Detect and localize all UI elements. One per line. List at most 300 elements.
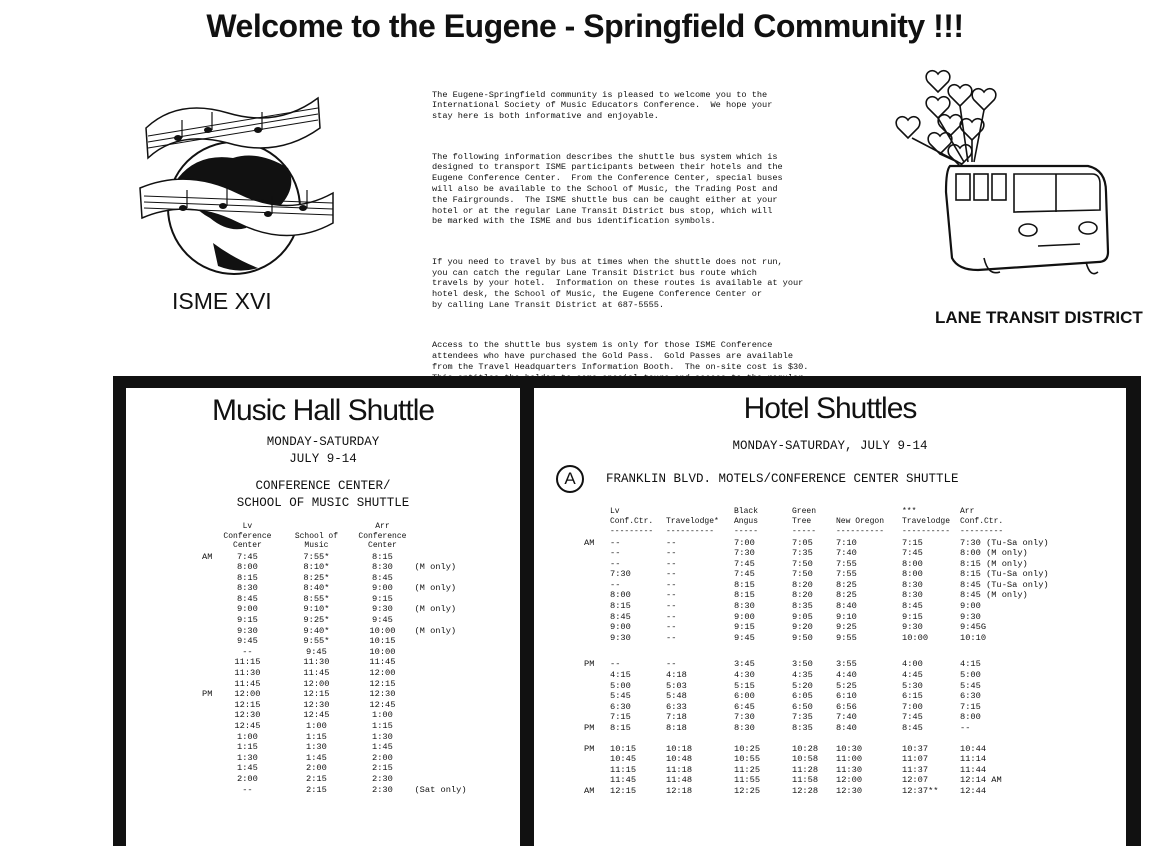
table-cell: 1:45 bbox=[237, 763, 258, 774]
table-cell bbox=[202, 604, 212, 615]
table-cell: 1:30 bbox=[306, 742, 327, 753]
table-cell bbox=[584, 765, 610, 776]
table-cell: 9:10* bbox=[303, 604, 330, 615]
table-cell: 7:45 bbox=[734, 558, 755, 569]
table-cell bbox=[414, 552, 484, 563]
table-cell: 2:00 bbox=[306, 763, 327, 774]
table-cell: 12:45 bbox=[369, 699, 396, 710]
table-cell: 9:00 bbox=[610, 622, 631, 633]
table-row bbox=[584, 691, 1070, 702]
table-cell: 5:20 bbox=[792, 680, 813, 691]
table-cell: 12:30 bbox=[836, 785, 863, 796]
table-cell: 7:00 bbox=[734, 537, 755, 548]
table-cell: 9:15 bbox=[902, 611, 923, 622]
table-cell: 7:50 bbox=[792, 558, 813, 569]
table-cell: 1:45 bbox=[306, 752, 327, 763]
table-cell: 4:00 bbox=[902, 659, 923, 670]
column-header: New Oregon bbox=[836, 516, 885, 526]
table-cell bbox=[414, 710, 484, 721]
table-cell: 8:40* bbox=[303, 583, 330, 594]
table-cell: (M only) bbox=[414, 625, 457, 636]
table-cell: 10:25 bbox=[734, 743, 761, 754]
column-underline: ---------- bbox=[836, 527, 885, 536]
table-cell: 7:15 bbox=[960, 701, 981, 712]
table-cell: 2:15 bbox=[306, 773, 327, 784]
table-cell: 5:15 bbox=[734, 680, 755, 691]
table-cell: 6:45 bbox=[734, 701, 755, 712]
table-cell: 10:37 bbox=[902, 743, 929, 754]
table-cell: 1:00 bbox=[372, 710, 393, 721]
table-cell: 12:45 bbox=[303, 710, 330, 721]
table-cell: 8:15 bbox=[610, 723, 631, 733]
table-row bbox=[584, 723, 1070, 734]
table-cell: 12:15 bbox=[610, 785, 637, 796]
column-header: Arr Conference Center bbox=[358, 522, 407, 550]
table-cell: 9:05 bbox=[792, 611, 813, 622]
bus-hearts-logo bbox=[888, 62, 1118, 282]
table-cell: 11:55 bbox=[734, 775, 761, 786]
table-row bbox=[584, 754, 1070, 765]
table-row bbox=[202, 774, 484, 785]
table-cell: 8:15 (Tu-Sa only) bbox=[960, 569, 1049, 580]
table-row bbox=[584, 775, 1070, 786]
table-cell: 8:55* bbox=[303, 593, 330, 604]
table-row bbox=[584, 580, 1070, 591]
table-cell bbox=[414, 763, 484, 774]
table-cell: 9:45 bbox=[372, 615, 393, 626]
table-cell: 10:48 bbox=[666, 754, 693, 765]
table-row bbox=[202, 647, 484, 658]
table-cell: 11:14 bbox=[960, 754, 987, 765]
table-cell: 9:45 bbox=[734, 632, 755, 643]
table-cell: 8:35 bbox=[792, 601, 813, 612]
table-cell: 8:00 bbox=[902, 569, 923, 580]
table-cell: 1:00 bbox=[306, 721, 327, 731]
table-cell: -- bbox=[666, 659, 677, 670]
table-cell: 9:55* bbox=[303, 636, 330, 647]
table-row bbox=[202, 583, 484, 594]
table-cell bbox=[202, 700, 212, 711]
table-cell: 1:15 bbox=[306, 731, 327, 742]
table-cell: 8:15 bbox=[734, 590, 755, 601]
table-cell: 10:15 bbox=[369, 636, 396, 647]
table-cell: 10:58 bbox=[792, 754, 819, 765]
column-underline: ---------- bbox=[666, 527, 715, 536]
table-cell: 7:40 bbox=[836, 712, 857, 723]
table-cell: 9:45G bbox=[960, 622, 987, 633]
table-cell: 9:25* bbox=[303, 615, 330, 626]
table-cell: 4:30 bbox=[734, 670, 755, 681]
table-cell bbox=[414, 668, 484, 679]
table-cell bbox=[584, 633, 610, 644]
table-cell: 12:37** bbox=[902, 785, 939, 796]
table-cell: 8:20 bbox=[792, 579, 813, 590]
table-cell: 9:55 bbox=[836, 632, 857, 643]
lane-transit-district-label: LANE TRANSIT DISTRICT bbox=[935, 308, 1143, 327]
column-header: *** Travelodge bbox=[902, 507, 951, 526]
table-cell: 12:30 bbox=[303, 699, 330, 710]
isme-logo-label: ISME XVI bbox=[172, 288, 272, 314]
table-cell bbox=[584, 691, 610, 702]
table-cell: 4:15 bbox=[960, 659, 981, 670]
intro-paragraph: If you need to travel by bus at times when the shuttle does not run, you can catch the regular Lane Transit District bus route which travels by your hotel. Information on these routes is available at your hotel desk, the School of Music, the Eugene Conference Center or by calling Lane Transit District at 687-5555. bbox=[432, 256, 804, 310]
music-hall-route-line-2: SCHOOL OF MUSIC SHUTTLE bbox=[236, 496, 410, 510]
table-row bbox=[584, 612, 1070, 623]
table-cell: 8:45 bbox=[902, 723, 923, 733]
route-letter-badge: A bbox=[556, 465, 584, 493]
table-cell bbox=[584, 775, 610, 786]
table-row bbox=[202, 636, 484, 647]
column-header: Lv Conf.Ctr. bbox=[610, 507, 654, 526]
table-cell: 11:37 bbox=[902, 764, 929, 775]
table-row bbox=[202, 732, 484, 743]
table-cell: AM bbox=[584, 785, 595, 796]
page-title: Welcome to the Eugene - Springfield Community !!! bbox=[206, 8, 964, 44]
table-cell bbox=[202, 562, 212, 573]
music-hall-rows bbox=[202, 552, 484, 796]
table-cell: 2:30 bbox=[372, 773, 393, 784]
table-cell: 8:00 (M only) bbox=[960, 548, 1028, 559]
table-cell: 12:15 bbox=[369, 678, 396, 689]
table-cell: 4:40 bbox=[836, 670, 857, 681]
table-cell: 9:30 bbox=[610, 632, 631, 643]
table-cell: -- bbox=[610, 558, 621, 569]
table-cell: -- bbox=[242, 784, 253, 795]
table-cell: -- bbox=[666, 632, 677, 643]
table-cell: 6:10 bbox=[836, 691, 857, 702]
table-row bbox=[202, 753, 484, 764]
table-cell: 9:15 bbox=[372, 593, 393, 604]
table-cell: -- bbox=[666, 558, 677, 569]
table-cell: 7:30 (Tu-Sa only) bbox=[960, 537, 1049, 548]
table-cell: 12:00 bbox=[836, 775, 863, 786]
table-row bbox=[202, 710, 484, 721]
table-cell: 12:28 bbox=[792, 785, 819, 796]
table-cell: 5:30 bbox=[902, 680, 923, 691]
column-header: Arr Conf.Ctr. bbox=[960, 507, 1004, 526]
table-cell: 7:05 bbox=[792, 537, 813, 548]
table-cell: 5:25 bbox=[836, 680, 857, 691]
table-cell: 10:44 bbox=[960, 743, 987, 754]
table-row bbox=[584, 659, 1070, 670]
table-row bbox=[202, 742, 484, 753]
table-row bbox=[584, 601, 1070, 612]
table-cell: 10:45 bbox=[610, 754, 637, 765]
table-cell: 12:30 bbox=[234, 710, 261, 721]
table-cell bbox=[414, 689, 484, 700]
table-cell: 11:48 bbox=[666, 775, 693, 786]
table-cell: 9:45 bbox=[237, 636, 258, 647]
table-cell bbox=[414, 679, 484, 690]
isme-globe-logo bbox=[138, 58, 338, 278]
table-cell bbox=[584, 612, 610, 623]
hotel-shuttles-title: Hotel Shuttles bbox=[743, 392, 917, 425]
intro-paragraph: Access to the shuttle bus system is only for those ISME Conference attendees who have purchased the Gold Pass. Gold Passes are available from the Travel Headquarters Information Booth. The on-site cost is $30. bbox=[432, 340, 809, 372]
table-cell: 9:00 bbox=[372, 583, 393, 594]
hotel-shuttles-panel bbox=[534, 388, 1126, 846]
table-cell: 5:00 bbox=[960, 670, 981, 681]
table-row bbox=[202, 721, 484, 732]
table-cell: 12:14 AM bbox=[960, 775, 1002, 786]
table-cell: 11:45 bbox=[303, 668, 330, 679]
table-row bbox=[584, 622, 1070, 633]
table-cell: 11:15 bbox=[234, 657, 261, 668]
hotel-late-rows bbox=[584, 744, 1070, 797]
table-cell: 8:10* bbox=[303, 562, 330, 573]
table-cell: 12:07 bbox=[902, 775, 929, 786]
route-name: FRANKLIN BLVD. MOTELS/CONFERENCE CENTER SHUTTLE bbox=[606, 472, 959, 486]
table-cell: 7:45 bbox=[902, 712, 923, 723]
table-cell bbox=[584, 754, 610, 765]
table-header-row bbox=[202, 522, 484, 552]
table-cell: PM bbox=[584, 659, 595, 670]
table-cell: 11:00 bbox=[836, 754, 863, 765]
table-cell: 11:30 bbox=[303, 657, 330, 668]
table-cell bbox=[202, 573, 212, 584]
table-row bbox=[584, 765, 1070, 776]
table-row bbox=[584, 712, 1070, 723]
table-cell: 9:20 bbox=[792, 622, 813, 633]
table-cell: 7:55* bbox=[303, 551, 330, 562]
table-cell: 7:50 bbox=[792, 569, 813, 580]
table-cell: 10:00 bbox=[902, 632, 929, 643]
table-cell: 6:30 bbox=[610, 701, 631, 712]
table-cell: 10:28 bbox=[792, 743, 819, 754]
table-cell: -- bbox=[666, 548, 677, 559]
table-cell: 7:15 bbox=[902, 537, 923, 548]
table-cell: 7:30 bbox=[734, 712, 755, 723]
table-cell: 2:30 bbox=[372, 784, 393, 795]
table-cell: (M only) bbox=[414, 604, 457, 615]
table-header-row bbox=[584, 507, 1070, 527]
table-cell: (M only) bbox=[414, 583, 457, 594]
table-cell: -- bbox=[666, 611, 677, 622]
table-cell: 11:25 bbox=[734, 764, 761, 775]
table-row bbox=[202, 689, 484, 700]
table-cell: 11:30 bbox=[836, 764, 863, 775]
table-cell: -- bbox=[610, 579, 621, 590]
table-row bbox=[584, 559, 1070, 570]
table-cell: 11:44 bbox=[960, 764, 987, 775]
table-cell: 7:30 bbox=[610, 569, 631, 580]
column-header: School of Music bbox=[294, 531, 339, 550]
table-row bbox=[584, 786, 1070, 797]
table-cell: 8:45 (M only) bbox=[960, 590, 1028, 601]
table-cell bbox=[584, 590, 610, 601]
table-cell bbox=[202, 615, 212, 626]
table-cell: 7:45 bbox=[734, 569, 755, 580]
music-hall-days: MONDAY-SATURDAY bbox=[266, 435, 380, 449]
table-cell bbox=[202, 753, 212, 764]
column-header: Travelodge* bbox=[666, 516, 719, 526]
table-cell bbox=[414, 753, 484, 764]
table-cell: 8:18 bbox=[666, 723, 687, 733]
music-hall-panel bbox=[126, 388, 520, 846]
table-cell: 11:45 bbox=[610, 775, 637, 786]
intro-paragraph: The following information describes the shuttle bus system which is designed to transport ISME participants between their hotels and the Eugene Conference Center. From the Conference Center, special buses will also be available to the School of Music, the Trading Post and the Fairgrounds. The ISME shuttle bus can be caught either at your hotel or at the regular Lane Transit District bus stop, which will be marked with the ISME and bus identification symbols. bbox=[432, 151, 783, 227]
table-cell: 12:25 bbox=[734, 785, 761, 796]
table-cell: 12:44 bbox=[960, 785, 987, 796]
table-cell: -- bbox=[666, 601, 677, 612]
table-row bbox=[202, 594, 484, 605]
table-cell: 7:35 bbox=[792, 712, 813, 723]
table-cell bbox=[414, 700, 484, 711]
table-cell: 8:15 bbox=[372, 551, 393, 562]
table-cell: 9:10 bbox=[836, 611, 857, 622]
table-cell: 8:00 bbox=[610, 590, 631, 601]
table-cell: 11:45 bbox=[234, 678, 261, 689]
table-cell: 2:15 bbox=[372, 763, 393, 774]
table-cell: 4:18 bbox=[666, 670, 687, 681]
table-cell: 11:07 bbox=[902, 754, 929, 765]
table-cell: -- bbox=[610, 548, 621, 559]
table-cell: 11:30 bbox=[234, 668, 261, 679]
table-cell: 8:45 bbox=[237, 593, 258, 604]
table-cell bbox=[414, 657, 484, 668]
table-cell: (Sat only) bbox=[414, 784, 467, 795]
table-cell: 6:50 bbox=[792, 701, 813, 712]
table-cell: 1:30 bbox=[237, 752, 258, 763]
table-cell bbox=[584, 580, 610, 591]
table-cell: 7:45 bbox=[237, 551, 258, 562]
table-cell bbox=[202, 774, 212, 785]
table-cell: 8:30 bbox=[902, 590, 923, 601]
table-cell: 7:40 bbox=[836, 548, 857, 559]
table-cell bbox=[202, 657, 212, 668]
hotel-days-dates: MONDAY-SATURDAY, JULY 9-14 bbox=[732, 439, 928, 453]
table-cell: 12:45 bbox=[234, 721, 261, 731]
table-row bbox=[584, 633, 1070, 644]
table-cell: 12:30 bbox=[369, 689, 396, 700]
table-cell: 8:35 bbox=[792, 723, 813, 733]
table-row bbox=[584, 670, 1070, 681]
table-cell bbox=[584, 681, 610, 692]
table-cell bbox=[414, 594, 484, 605]
table-cell: 7:10 bbox=[836, 537, 857, 548]
table-cell: -- bbox=[242, 646, 253, 657]
table-row bbox=[202, 573, 484, 584]
column-header: Black Angus bbox=[734, 507, 759, 526]
column-header: Lv Conference Center bbox=[223, 522, 272, 550]
music-hall-dates: JULY 9-14 bbox=[289, 452, 357, 466]
table-cell bbox=[202, 626, 212, 637]
table-cell bbox=[584, 559, 610, 570]
spacer bbox=[584, 643, 1070, 659]
table-cell: -- bbox=[666, 579, 677, 590]
table-cell: 3:45 bbox=[734, 659, 755, 670]
table-cell: 5:48 bbox=[666, 691, 687, 702]
table-cell: 8:00 bbox=[237, 562, 258, 573]
table-cell: 12:15 bbox=[234, 699, 261, 710]
table-cell: PM bbox=[202, 689, 213, 700]
table-cell: 11:18 bbox=[666, 764, 693, 775]
table-cell: -- bbox=[666, 590, 677, 601]
table-cell: 4:45 bbox=[902, 670, 923, 681]
table-row bbox=[584, 702, 1070, 713]
table-row bbox=[584, 590, 1070, 601]
table-cell: -- bbox=[666, 537, 677, 548]
table-cell bbox=[202, 636, 212, 647]
table-cell: 8:45 (Tu-Sa only) bbox=[960, 579, 1049, 590]
table-cell: 5:45 bbox=[960, 680, 981, 691]
table-cell bbox=[202, 732, 212, 743]
table-row bbox=[202, 657, 484, 668]
table-cell: 8:15 bbox=[237, 572, 258, 583]
column-underline: ----- bbox=[792, 527, 817, 536]
column-underline: ---------- bbox=[902, 527, 951, 536]
table-cell: 9:30 bbox=[902, 622, 923, 633]
table-cell bbox=[414, 615, 484, 626]
table-cell: 8:15 (M only) bbox=[960, 558, 1028, 569]
table-row bbox=[202, 552, 484, 563]
table-cell: 1:45 bbox=[372, 742, 393, 753]
table-cell: 7:18 bbox=[666, 712, 687, 723]
table-cell: 12:00 bbox=[369, 668, 396, 679]
table-cell bbox=[584, 569, 610, 580]
hotel-timetable bbox=[584, 507, 1070, 797]
table-cell: 5:03 bbox=[666, 680, 687, 691]
table-cell: 7:55 bbox=[836, 558, 857, 569]
table-cell: 11:15 bbox=[610, 764, 637, 775]
table-row bbox=[202, 615, 484, 626]
table-cell: 10:00 bbox=[369, 625, 396, 636]
table-cell: 1:15 bbox=[372, 721, 393, 731]
table-cell: 1:00 bbox=[237, 731, 258, 742]
column-underline: ----- bbox=[734, 527, 759, 536]
table-cell: 8:00 bbox=[902, 558, 923, 569]
table-cell: 2:00 bbox=[372, 752, 393, 763]
table-cell: 9:15 bbox=[237, 615, 258, 626]
table-cell: 8:25 bbox=[836, 590, 857, 601]
table-cell: -- bbox=[666, 569, 677, 580]
table-cell: 6:05 bbox=[792, 691, 813, 702]
table-cell: 2:00 bbox=[237, 773, 258, 784]
table-cell bbox=[414, 742, 484, 753]
table-cell: 8:40 bbox=[836, 723, 857, 733]
table-cell: 12:00 bbox=[234, 689, 261, 700]
table-cell: 2:15 bbox=[306, 784, 327, 795]
table-cell: PM bbox=[584, 723, 595, 733]
table-cell: 10:30 bbox=[836, 743, 863, 754]
intro-paragraph: The Eugene-Springfield community is pleased to welcome you to the International Society of Music Educators Conference. We hope your stay here is both informative and enjoyable. bbox=[432, 89, 773, 122]
table-cell: 6:00 bbox=[734, 691, 755, 702]
table-cell bbox=[414, 732, 484, 743]
table-cell: -- bbox=[610, 659, 621, 670]
table-cell: (M only) bbox=[414, 562, 457, 573]
table-row bbox=[202, 668, 484, 679]
table-cell: -- bbox=[960, 723, 971, 733]
table-cell: 9:00 bbox=[960, 601, 981, 612]
table-cell: -- bbox=[666, 622, 677, 633]
table-cell: 9:00 bbox=[237, 604, 258, 615]
table-cell: PM bbox=[584, 743, 595, 754]
table-cell: 12:18 bbox=[666, 785, 693, 796]
table-cell: 9:50 bbox=[792, 632, 813, 643]
table-cell: 7:15 bbox=[610, 712, 631, 723]
table-row bbox=[202, 763, 484, 774]
music-hall-route-line-1: CONFERENCE CENTER/ bbox=[255, 479, 391, 493]
table-cell: 8:00 bbox=[960, 712, 981, 723]
table-cell: 7:35 bbox=[792, 548, 813, 559]
table-cell: 8:30 bbox=[237, 583, 258, 594]
table-cell: 8:45 bbox=[610, 611, 631, 622]
table-cell bbox=[202, 742, 212, 753]
table-cell: 4:15 bbox=[610, 670, 631, 681]
table-cell bbox=[584, 702, 610, 713]
table-cell: 9:25 bbox=[836, 622, 857, 633]
table-row bbox=[584, 538, 1070, 549]
table-cell: 8:15 bbox=[734, 579, 755, 590]
